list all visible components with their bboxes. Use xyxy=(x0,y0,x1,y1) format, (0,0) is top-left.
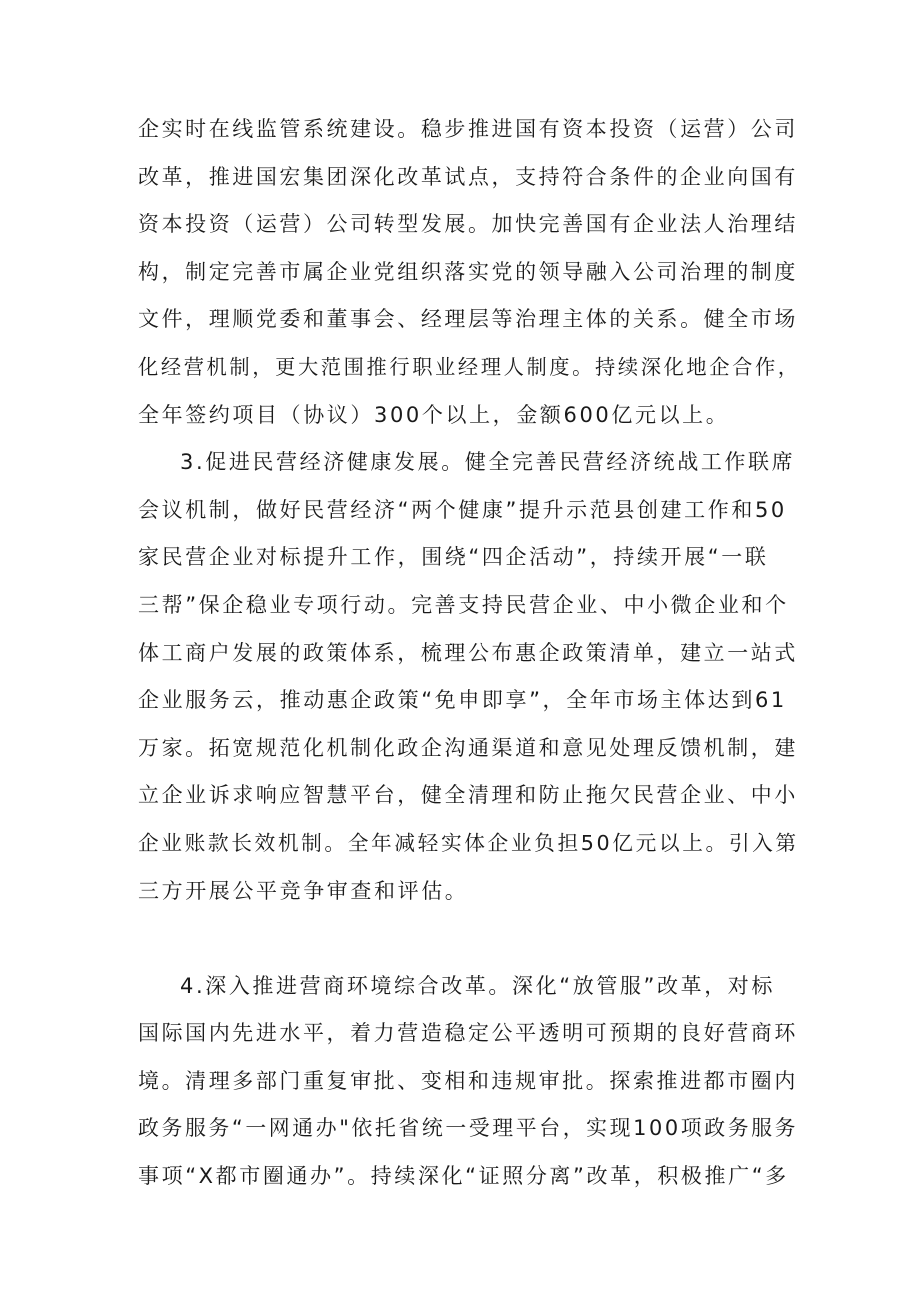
text-line: 资本投资（运营）公司转型发展。加快完善国有企业法人治理结 xyxy=(138,212,798,237)
text-line xyxy=(138,915,798,963)
text-line: 构，制定完善市属企业党组织落实党的领导融入公司治理的制度 xyxy=(138,259,798,284)
text-line: 事项“X都市圈通办”。持续深化“证照分离”改革，积极推广“多 xyxy=(138,1164,789,1189)
text-line: 会议机制，做好民营经济“两个健康”提升示范县创建工作和50 xyxy=(138,497,787,522)
text-line: 境。清理多部门重复审批、变相和违规审批。探索推进都市圈内 xyxy=(138,1068,798,1093)
text-line: 三方开展公平竞争审查和评估。 xyxy=(138,878,469,903)
text-line: 企实时在线监管系统建设。稳步推进国有资本投资（运营）公司 xyxy=(138,117,798,141)
text-line: 全年签约项目（协议）300个以上，金额600亿元以上。 xyxy=(138,402,730,427)
text-line: 企业服务云，推动惠企政策“免申即享”，全年市场主体达到61 xyxy=(138,688,787,713)
text-line: 万家。拓宽规范化机制化政企沟通渠道和意见处理反馈机制，建 xyxy=(138,735,798,760)
paragraph-state-owned-reform xyxy=(138,106,801,439)
paragraph-private-economy xyxy=(138,439,798,963)
body-text xyxy=(138,106,801,1201)
text-line: 4.深入推进营商环境综合改革。深化“放管服”改革，对标 xyxy=(180,973,775,998)
text-line: 改革，推进国宏集团深化改革试点，支持符合条件的企业向国有 xyxy=(138,164,798,189)
text-line: 三帮”保企稳业专项行动。完善支持民营企业、中小微企业和个 xyxy=(138,592,789,617)
text-line: 体工商户发展的政策体系，梳理公布惠企政策清单，建立一站式 xyxy=(138,640,798,665)
text-line: 立企业诉求响应智慧平台，健全清理和防止拖欠民营企业、中小 xyxy=(138,783,798,808)
text-line: 政务服务“一网通办"依托省统一受理平台，实现100项政务服务 xyxy=(138,1116,799,1141)
text-line: 3.促进民营经济健康发展。健全完善民营经济统战工作联席 xyxy=(180,450,796,475)
text-line: 国际国内先进水平，着力营造稳定公平透明可预期的良好营商环 xyxy=(138,1021,798,1046)
text-line: 文件，理顺党委和董事会、经理层等治理主体的关系。健全市场 xyxy=(138,307,798,332)
text-line: 企业账款长效机制。全年减轻实体企业负担50亿元以上。引入第 xyxy=(138,830,799,855)
text-line: 家民营企业对标提升工作，围绕“四企活动”，持续开展“一联 xyxy=(138,545,769,570)
paragraph-business-environment xyxy=(138,963,798,1201)
text-line: 化经营机制，更大范围推行职业经理人制度。持续深化地企合作， xyxy=(138,354,801,379)
